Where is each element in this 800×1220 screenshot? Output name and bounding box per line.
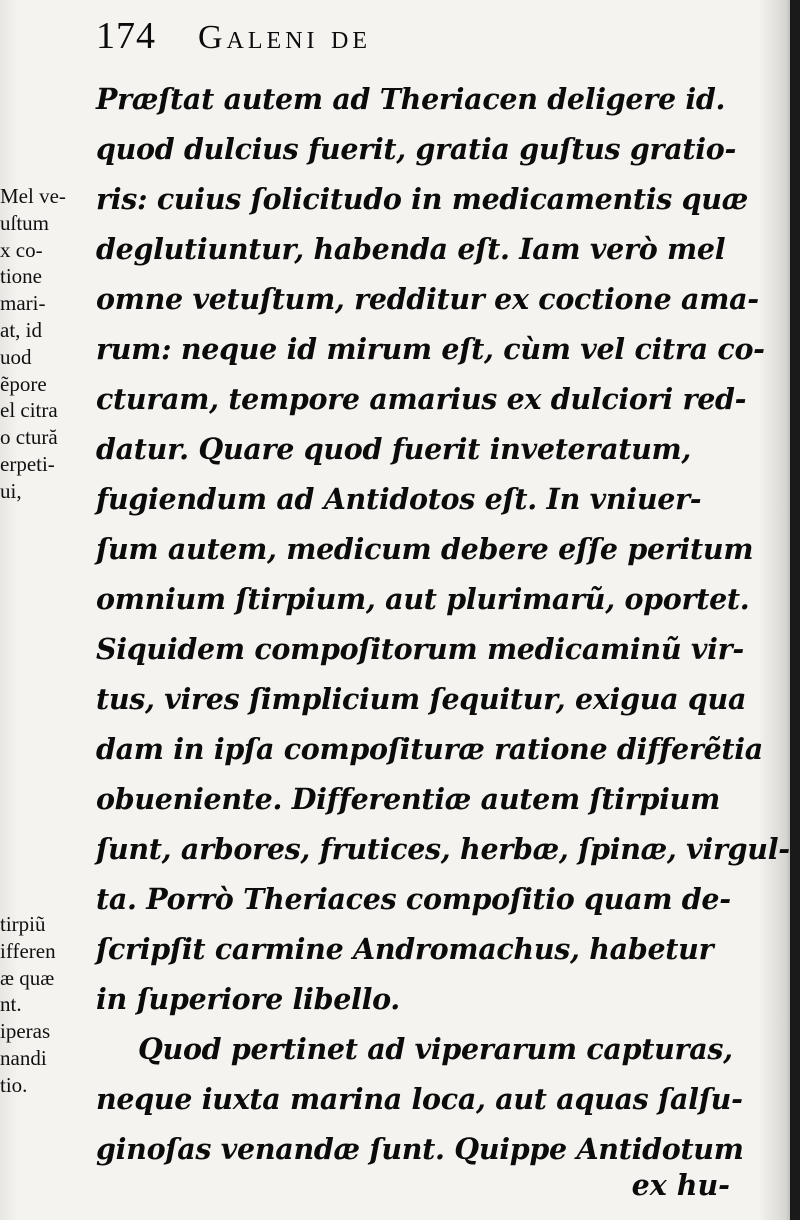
text-line: ginoſas venandæ ſunt. Quippe Antidotum (96, 1132, 744, 1166)
margin-note-line: æ quæ (0, 965, 55, 990)
margin-note-line: tirpiũ (0, 912, 46, 936)
margin-note-line: el citra (0, 398, 58, 423)
margin-note-line: ifferen (0, 938, 56, 963)
margin-note-line: nt. (0, 992, 22, 1017)
margin-note-line: tione (0, 264, 42, 289)
margin-note-line: erpeti- (0, 451, 55, 476)
margin-note-honey (0, 183, 94, 505)
text-line: rum: neque id mirum eſt, cùm vel citra co- (96, 332, 765, 366)
margin-note-line: at, id (0, 317, 42, 342)
text-line: ſunt, arbores, frutices, herbæ, ſpinæ, virgul- (96, 832, 790, 866)
catchword: ex hu- (631, 1168, 730, 1202)
text-line: deglutiuntur, habenda eſt. Iam verò mel (96, 232, 726, 266)
text-line: Siquidem compoſitorum medicaminũ vir- (96, 632, 744, 666)
text-line: ſcripſit carmine Andromachus, habetur (96, 932, 714, 966)
text-line: cturam, tempore amarius ex dulciori red- (96, 382, 747, 416)
main-text-block (96, 74, 790, 1174)
margin-note-line: iperas (0, 1019, 51, 1044)
margin-note-line: mari- (0, 291, 46, 316)
text-line: ris: cuius ſolicitudo in medicamentis quæ (96, 182, 748, 216)
text-line: Præſtat autem ad Theriacen deligere id. (96, 82, 726, 116)
margin-note-line: ẽpore (0, 371, 47, 396)
paragraph-start-line: Quod pertinet ad viperarum capturas, (138, 1032, 733, 1066)
text-line: quod dulcius fuerit, gratia guſtus gratio- (96, 132, 737, 166)
text-line: ſum autem, medicum debere eſſe peritum (96, 532, 754, 566)
text-line: in ſuperiore libello. (96, 982, 400, 1016)
margin-note-line: uod (0, 344, 32, 369)
text-line: fugiendum ad Antidotos eſt. In vniuer- (96, 482, 702, 516)
margin-note-line: o ctură (0, 425, 58, 450)
margin-note-line: ui, (0, 478, 22, 503)
text-line: datur. Quare quod fuerit inveteratum, (96, 432, 692, 466)
text-line: dam in ipſa compoſituræ ratione differẽtia (96, 732, 763, 766)
margin-note-line: Mel ve- (0, 184, 66, 208)
text-line: obueniente. Differentiæ autem ſtirpium (96, 782, 720, 816)
text-line: omnium ſtirpium, aut plurimarũ, oportet. (96, 582, 750, 616)
text-line: ta. Porrò Theriaces compoſitio quam de- (96, 882, 731, 916)
text-line: omne vetuſtum, redditur ex coctione ama- (96, 282, 759, 316)
margin-note-line: x co- (0, 237, 43, 262)
text-line: neque iuxta marina loca, aut aquas ſalſu- (96, 1082, 743, 1116)
text-line: tus, vires ſimplicium ſequitur, exigua qua (96, 682, 747, 716)
page-edge-shadow (790, 0, 800, 1220)
margin-note-line: uſtum (0, 210, 50, 235)
running-title: Galeni de (198, 19, 372, 56)
page-header (96, 14, 371, 64)
margin-note-line: tio. (0, 1072, 28, 1097)
margin-note-vipers (0, 911, 94, 1099)
page-number: 174 (96, 15, 156, 57)
margin-note-line: nandi (0, 1045, 47, 1070)
